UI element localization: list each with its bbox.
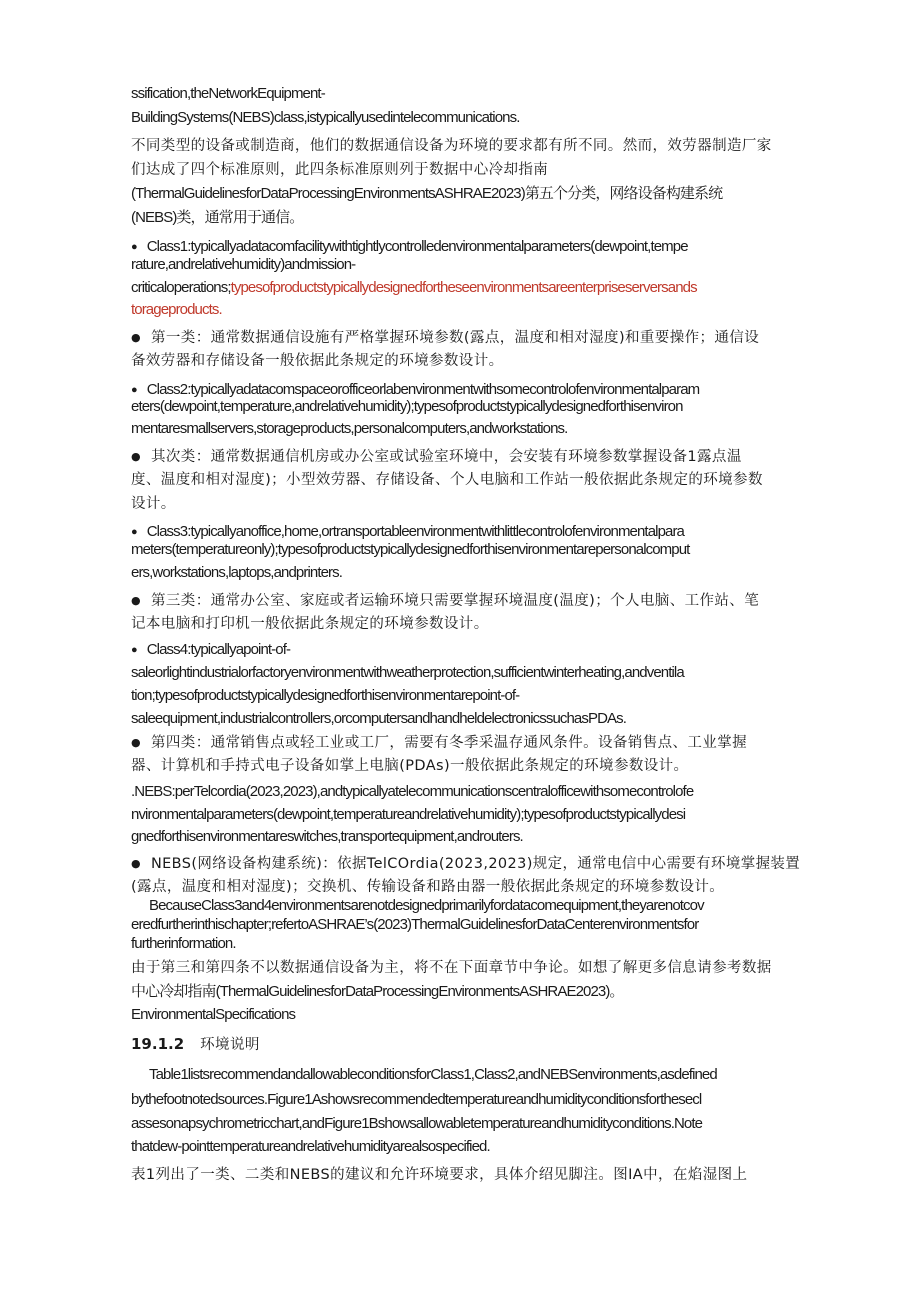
bullet-icon: ● [131, 450, 141, 463]
text-line: BuildingSystems(NEBS)class,istypicallyusedintelecommunications. [131, 109, 520, 126]
text-line: 由于第三和第四条不以数据通信设备为主，将不在下面章节中争论。如想了解更多信息请参考数据 [131, 960, 772, 976]
text-line: saleequipment,industrialcontrollers,orcomputersandhandheldelectronicssuchasPDAs. [131, 710, 626, 727]
bullet-icon: ● [131, 644, 137, 656]
text-line: ssification,theNetworkEquipment- [131, 85, 325, 102]
text-line: saleorlightindustrialorfactoryenvironmentwithweatherprotection,sufficientwinterheating,andventila [131, 664, 684, 681]
bullet-item-class1-zh: ● 第一类：通常数据通信设施有严格掌握环境参数(露点，温度和相对湿度)和重要操作；通信设 [131, 330, 760, 346]
text-line: Table1listsrecommendandallowableconditionsforClass1,Class2,andNEBSenvironments,asdefined [149, 1066, 717, 1083]
section-number: 19.1.2 [131, 1035, 185, 1053]
bullet-item-class2: ● Class2:typicallyadatacomspaceorofficeorlabenvironmentwithsomecontrolofenvironmentalparam [131, 381, 700, 398]
text-line: (ThermalGuidelinesforDataProcessingEnvironmentsASHRAE2023)第五个分类，网络设备构建系统 [131, 185, 723, 202]
highlighted-text: typesofproductstypicallydesignedfortheseenvironmentsareenterpriseserversands [230, 279, 697, 296]
text-line: (露点，温度和相对湿度)；交换机、传输设备和路由器一般依据此条规定的环境参数设计。 [131, 879, 725, 895]
bullet-item-class3: ● Class3:typicallyanoffice,home,ortransportableenvironmentwithlittlecontrolofenvironmentalpara [131, 523, 684, 540]
text-line: EnvironmentalSpecifications [131, 1006, 296, 1023]
text-line: 器、计算机和手持式电子设备如掌上电脑(PDAs)一般依据此条规定的环境参数设计。 [131, 758, 689, 774]
text-line: BecauseClass3and4environmentsarenotdesignedprimarilyfordatacomequipment,theyarenotcov [149, 897, 704, 914]
text-line: (NEBS)类，通常用于通信。 [131, 209, 304, 226]
text-line: mentaresmallservers,storageproducts,personalcomputers,andworkstations. [131, 420, 568, 437]
text-line: 中心冷却指南(ThermalGuidelinesforDataProcessingEnvironmentsASHRAE2023)。 [131, 983, 624, 1000]
text-line: 表1列出了一类、二类和NEBS的建议和允许环境要求，具体介绍见脚注。图IA中，在焰湿图上 [131, 1167, 748, 1183]
text-line: rature,andrelativehumidity)andmission- [131, 256, 356, 273]
bullet-icon: ● [131, 857, 141, 870]
text-line: tion;typesofproductstypicallydesignedforthisenvironmentarepoint-of- [131, 687, 520, 704]
section-title: 环境说明 [200, 1037, 260, 1053]
text-line: .NEBS:perTelcordia(2023,2023),andtypicallyatelecommunicationscentralofficewithsomecontrolofe [131, 783, 694, 800]
text-line: furtherinformation. [131, 935, 236, 952]
text-line: meters(temperatureonly);typesofproductstypicallydesignedforthisenvironmentarepersonalcomput [131, 541, 690, 558]
bullet-icon: ● [131, 384, 137, 396]
text-line: criticaloperations;typesofproductstypicallydesignedfortheseenvironmentsareenterpriseserversands [131, 279, 697, 296]
bullet-item-class4: ● Class4:typicallyapoint-of- [131, 641, 291, 658]
bullet-item-class4-zh: ● 第四类：通常销售点或轻工业或工厂，需要有冬季采温存通风条件。设备销售点、工业掌握 [131, 735, 747, 751]
text-line: 度、温度和相对湿度)；小型效劳器、存储设备、个人电脑和工作站一般依据此条规定的环境参数 [131, 472, 763, 488]
bullet-icon: ● [131, 526, 137, 538]
text-line: nvironmentalparameters(dewpoint,temperatureandrelativehumidity);typesofproductstypicallydesi [131, 806, 686, 823]
bullet-icon: ● [131, 736, 141, 749]
bullet-item-class3-zh: ● 第三类：通常办公室、家庭或者运输环境只需要掌握环境温度(温度)；个人电脑、工作站、笔 [131, 593, 760, 609]
text-line: 们达成了四个标准原则，此四条标准原则列于数据中心冷却指南 [131, 162, 549, 178]
bullet-item-class2-zh: ● 其次类：通常数据通信机房或办公室或试验室环境中，会安装有环境参数掌握设备1露点温 [131, 449, 742, 465]
text-line: bythefootnotedsources.Figure1Ashowsrecommendedtemperatureandhumidityconditionsforthesecl [131, 1091, 702, 1108]
text-line: 设计。 [131, 496, 176, 512]
bullet-item-nebs-zh: ● NEBS(网络设备构建系统)：依据TelCOrdia(2023,2023)规定，通常电信中心需要有环境掌握装置 [131, 856, 801, 872]
text-line: assesonapsychrometricchart,andFigure1Bshowsallowabletemperatureandhumidityconditions.Note [131, 1115, 703, 1132]
text-line: 记本电脑和打印机一般依据此条规定的环境参数设计。 [131, 616, 489, 632]
text-line: 备效劳器和存储设备一般依据此条规定的环境参数设计。 [131, 353, 504, 369]
text-line: eters(dewpoint,temperature,andrelativehumidity);typesofproductstypicallydesignedforthisenviron [131, 398, 683, 415]
text-line: thatdew-pointtemperatureandrelativehumidityarealsospecified. [131, 1138, 490, 1155]
text-line: 不同类型的设备或制造商，他们的数据通信设备为环境的要求都有所不同。然而，效劳器制造厂家 [131, 138, 772, 154]
bullet-icon: ● [131, 331, 141, 344]
text-line: eredfurtherinthischapter;refertoASHRAE’s(2023)ThermalGuidelinesforDataCenterenvironmentsfor [131, 916, 699, 933]
bullet-icon: ● [131, 241, 137, 253]
section-heading [131, 1034, 260, 1055]
highlighted-text: torageproducts. [131, 301, 222, 318]
bullet-item-class1: ● Class1:typicallyadatacomfacilitywithtightlycontrolledenvironmentalparameters(dewpoint,tempe [131, 238, 688, 255]
text-line: gnedforthisenvironmentareswitches,transportequipment,androuters. [131, 828, 523, 845]
text-line: ers,workstations,laptops,andprinters. [131, 564, 342, 581]
bullet-icon: ● [131, 594, 141, 607]
